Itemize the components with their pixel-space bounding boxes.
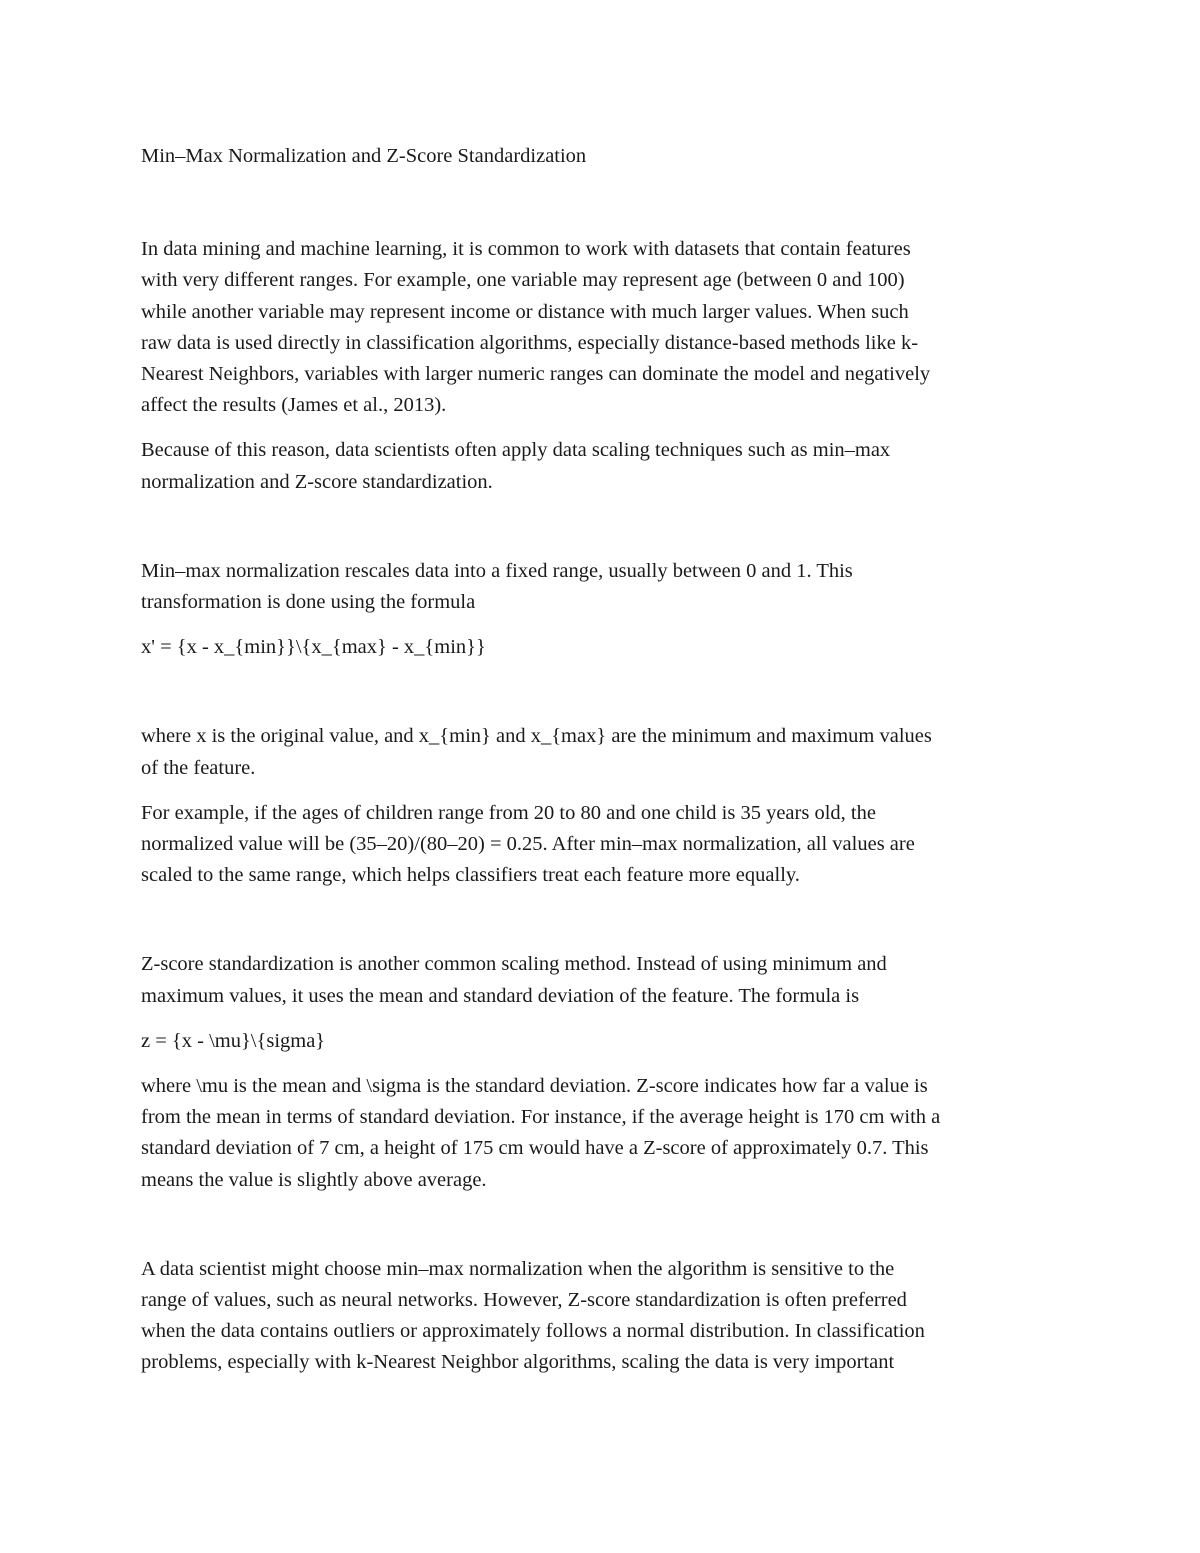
text-line: Min–max normalization rescales data into a fixed range, usually between 0 and 1. This [141, 559, 853, 582]
paragraph-minmax-definitions [141, 721, 1061, 783]
paragraph-minmax-intro [141, 556, 1061, 618]
text-line: For example, if the ages of children range from 20 to 80 and one child is 35 years old, the [141, 801, 876, 824]
text-line: affect the results (James et al., 2013). [141, 394, 447, 417]
spacer [141, 784, 1061, 798]
text-line: normalization and Z-score standardization. [141, 470, 493, 493]
text-line: transformation is done using the formula [141, 591, 476, 614]
text-line: scaled to the same range, which helps classifiers treat each feature more equally. [141, 864, 800, 887]
paragraph-choice [141, 1254, 1061, 1379]
document-title: Min–Max Normalization and Z-Score Standardization [141, 145, 587, 167]
formula-zscore [141, 1026, 1061, 1057]
text-line: raw data is used directly in classification algorithms, especially distance-based methods like k- [141, 331, 919, 354]
spacer [141, 172, 1061, 234]
text-line: of the feature. [141, 756, 256, 779]
spacer [141, 1057, 1061, 1071]
paragraph-scaling-reason [141, 435, 1061, 497]
text-line: where x is the original value, and x_{min} and x_{max} are the minimum and maximum values [141, 725, 932, 748]
text-line: z = {x - \mu}\{sigma} [141, 1029, 326, 1052]
paragraph-intro [141, 234, 1061, 421]
formula-minmax [141, 632, 1061, 663]
paragraph-zscore-intro [141, 949, 1061, 1011]
text-line: from the mean in terms of standard deviation. For instance, if the average height is 170 cm with a [141, 1106, 941, 1129]
text-line: Z-score standardization is another common scaling method. Instead of using minimum and [141, 953, 887, 976]
paragraph-zscore-explanation [141, 1071, 1061, 1196]
spacer [141, 618, 1061, 632]
text-line: Nearest Neighbors, variables with larger numeric ranges can dominate the model and negatively [141, 363, 931, 386]
text-line: problems, especially with k-Nearest Neighbor algorithms, scaling the data is very important [141, 1351, 895, 1374]
text-line: Because of this reason, data scientists often apply data scaling techniques such as min–max [141, 439, 891, 462]
spacer [141, 891, 1061, 949]
document-body [141, 141, 1061, 1379]
text-line: means the value is slightly above average. [141, 1168, 487, 1191]
text-line: when the data contains outliers or approximately follows a normal distribution. In classification [141, 1320, 925, 1343]
text-line: range of values, such as neural networks. However, Z-score standardization is often preferred [141, 1289, 907, 1312]
text-line: normalized value will be (35–20)/(80–20) = 0.25. After min–max normalization, all values are [141, 833, 915, 856]
paragraph-minmax-example [141, 798, 1061, 892]
spacer [141, 421, 1061, 435]
text-line: A data scientist might choose min–max normalization when the algorithm is sensitive to the [141, 1257, 895, 1280]
text-line: maximum values, it uses the mean and standard deviation of the feature. The formula is [141, 984, 860, 1007]
text-line: with very different ranges. For example, one variable may represent age (between 0 and 100) [141, 269, 905, 292]
spacer [141, 663, 1061, 721]
text-line: standard deviation of 7 cm, a height of 175 cm would have a Z-score of approximately 0.7. This [141, 1137, 929, 1160]
spacer [141, 498, 1061, 556]
spacer [141, 1196, 1061, 1254]
text-line: x' = {x - x_{min}}\{x_{max} - x_{min}} [141, 636, 486, 659]
spacer [141, 1012, 1061, 1026]
text-line: while another variable may represent income or distance with much larger values. When such [141, 300, 909, 323]
text-line: In data mining and machine learning, it is common to work with datasets that contain features [141, 238, 911, 261]
text-line: where \mu is the mean and \sigma is the standard deviation. Z-score indicates how far a value is [141, 1075, 928, 1098]
